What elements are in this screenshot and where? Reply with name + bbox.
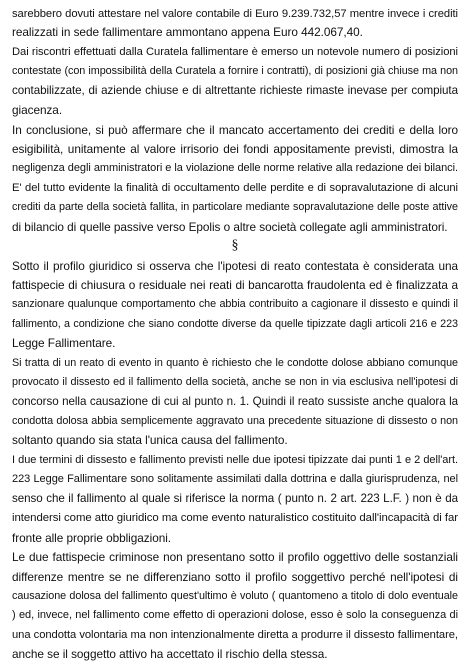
text-line: Le due fattispecie criminose non presentano sotto il profilo oggettivo delle sostanziali — [12, 550, 458, 564]
text-line: ) ed, invece, nel fallimento come effetto di operazioni dolose, esso è solo la conseguenza di — [12, 609, 458, 621]
text-line: Sotto il profilo giuridico si osserva che l'ipotesi di reato contestata è considerata una — [12, 259, 458, 273]
text-line: fattispecie di chiusura o residuale nei reati di bancarotta fraudolenta ed è finalizzata a — [12, 278, 458, 292]
text-line: fronte alle proprie obbligazioni. — [12, 531, 172, 545]
text-line: condotta dolosa abbia semplicemente aggravato una precedente situazione di dissesto o non — [12, 415, 458, 427]
text-line: sarebbero dovuti attestare nel valore contabile di Euro 9.239.732,57 mentre invece i crediti — [12, 8, 458, 20]
text-line: fallimento, a condizione che siano condotte diverse da quelle tipizzate dagli articoli 216 e 223 — [12, 318, 458, 330]
text-line: negligenza degli amministratori e la violazione delle norme relative alla redazione dei bilanci. — [12, 162, 458, 174]
text-line: realizzati in sede fallimentare ammontano appena Euro 442.067,40. — [12, 25, 363, 39]
text-line: soltanto quando sia stata l'unica causa del fallimento. — [12, 433, 288, 447]
text-line: Legge Fallimentare. — [12, 336, 116, 350]
text-line: intendersi come atto giuridico ma come evento naturalistico costituito dall'incapacità di far — [12, 512, 458, 524]
text-line: una condotta volontaria ma non intenzionalmente diretta a produrre il dissesto fallimentare, — [12, 629, 458, 641]
text-line: 223 Legge Fallimentare sono solitamente assimilati dalla dottrina e dalla giurisprudenza, nel — [12, 473, 458, 485]
text-line: sanzionare qualunque comportamento che abbia contribuito a cagionare il dissesto e quindi il — [12, 298, 458, 310]
text-line: differenze mentre se ne differenziano sotto il profilo soggettivo perché nell'ipotesi di — [12, 570, 458, 584]
text-line: contestate (con impossibilità della Curatela a fornire i contratti), di posizioni già chiuse ma non — [12, 65, 458, 77]
text-line: giacenza. — [12, 103, 63, 117]
text-line: causazione dolosa del fallimento quest'ultimo è voluto ( quantomeno a titolo di dolo eventuale — [12, 590, 458, 602]
text-line: crediti da parte della società fallita, in particolare mediante sopravalutazione delle poste attive — [12, 201, 458, 213]
text-line: contabilizzate, di aziende chiuse e di altrettante richieste rimaste inevase per compiuta — [12, 84, 458, 97]
text-line: anche se il soggetto attivo ha accettato il rischio della stessa. — [12, 647, 328, 661]
text-line: concorso nella causazione di cui al punto n. 1. Quindi il reato sussiste anche qualora la — [12, 395, 458, 408]
text-line: In conclusione, si può affermare che il mancato accertamento dei crediti e della loro — [12, 123, 458, 137]
text-line: Dai riscontri effettuati dalla Curatela fallimentare è emerso un notevole numero di posizioni — [12, 46, 458, 58]
text-line: di bilancio di quelle passive verso Epolis o altre società collegate agli amministratori. — [12, 220, 448, 234]
text-line: E' del tutto evidente la finalità di occultamento delle perdite e di sopravalutazione di alcuni — [12, 182, 458, 194]
section-mark: § — [231, 238, 239, 253]
text-line: provocato il dissesto ed il fallimento della società, anche se non in via esclusiva nell'ipotesi di — [12, 376, 458, 388]
text-line: senso che il fallimento al quale si riferisce la norma ( punto n. 2 art. 223 L.F. ) non è da — [12, 492, 458, 505]
text-line: Si tratta di un reato di evento in quanto è richiesto che le condotte dolose abbiano comunque — [12, 357, 458, 369]
text-line: esigibilità, unitamente al valore irrisorio dei fondi appositamente previsti, dimostra la — [12, 142, 458, 156]
text-line: I due termini di dissesto e fallimento previsti nelle due ipotesi tipizzate dai punti 1 e 2 dell'art. — [12, 454, 458, 466]
